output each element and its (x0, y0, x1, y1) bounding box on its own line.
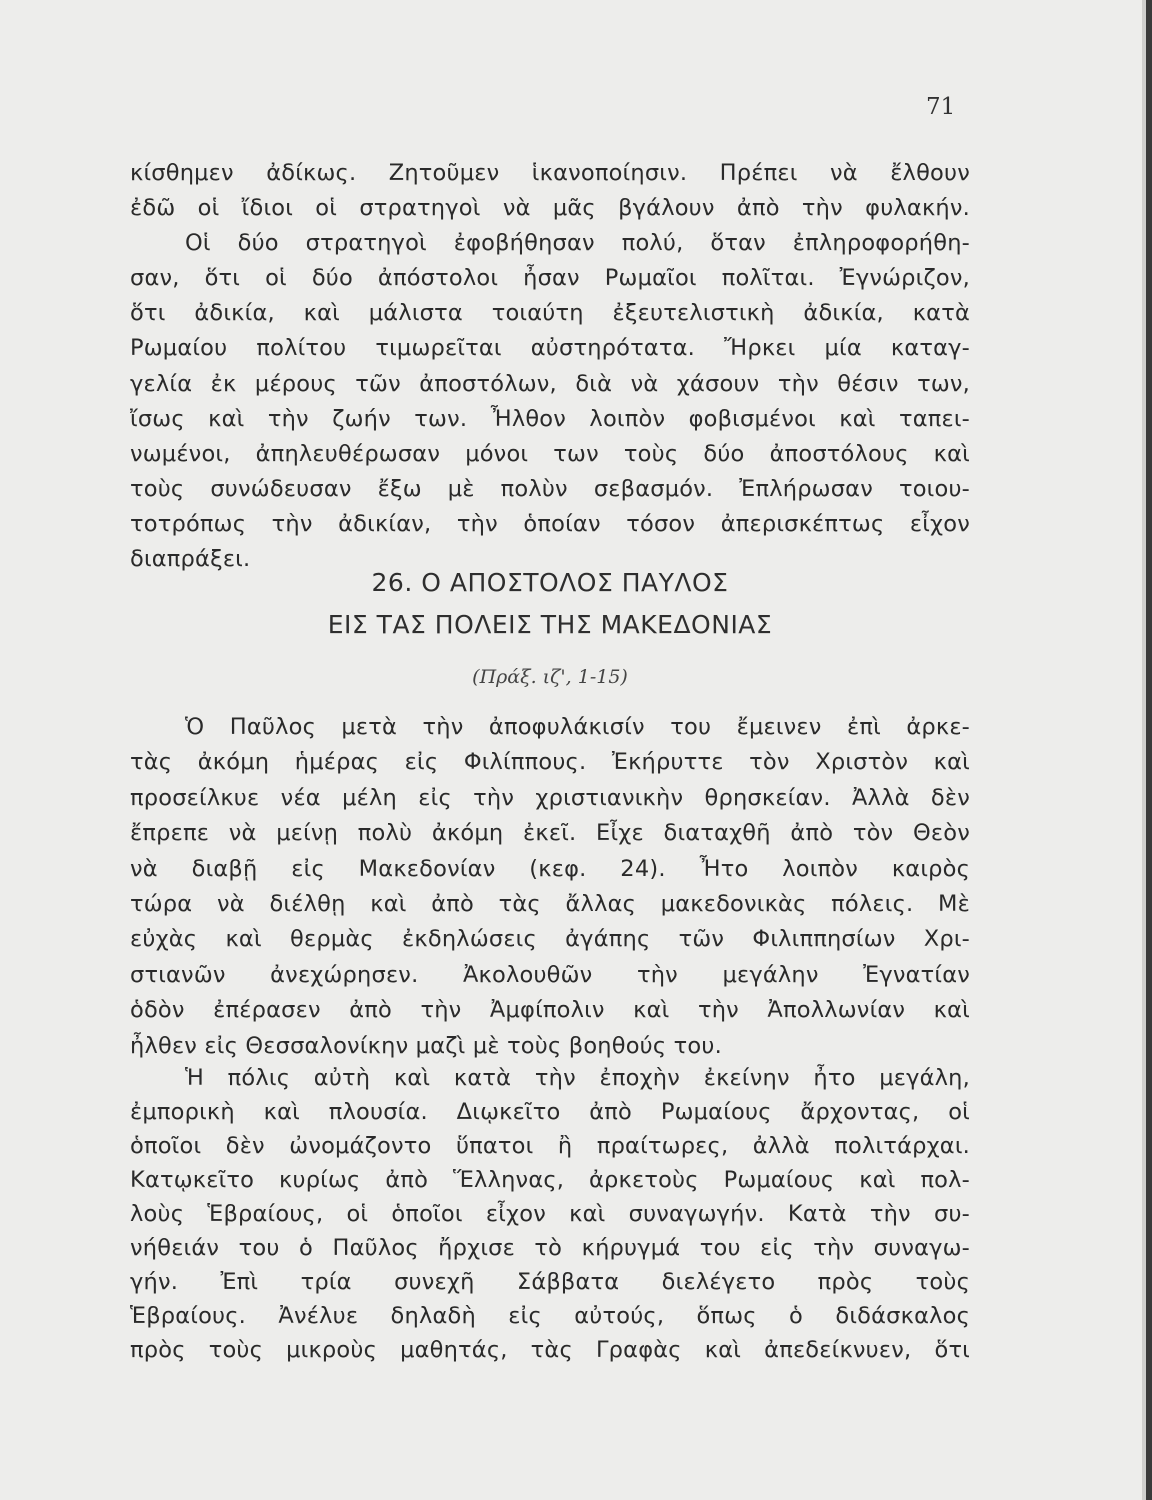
chapter-citation: (Πράξ. ιζ', 1-15) (472, 666, 628, 688)
text-line: ἦλθεν εἰς Θεσσαλονίκην μαζὶ μὲ τοὺς βοηθούς του. (130, 1032, 722, 1059)
text-line: κίσθημεν ἀδίκως. Ζητοῦμεν ἱκανοποίησιν. Πρέπει νὰ ἔλθουν (130, 160, 970, 186)
text-line: ἔπρεπε νὰ μείνῃ πολὺ ἀκόμη ἐκεῖ. Εἶχε διαταχθῆ ἀπὸ τὸν Θεὸν (130, 820, 970, 847)
text-line: Ὁ Παῦλος μετὰ τὴν ἀποφυλάκισίν του ἔμεινεν ἐπὶ ἀρκε- (185, 714, 970, 740)
text-line: τὰς ἀκόμη ἡμέρας εἰς Φιλίππους. Ἐκήρυττε τὸν Χριστὸν καὶ (130, 749, 970, 776)
text-line: στιανῶν ἀνεχώρησεν. Ἀκολουθῶν τὴν μεγάλην Ἐγνατίαν (130, 961, 970, 988)
text-line: νήθειάν του ὁ Παῦλος ἤρχισε τὸ κήρυγμά του εἰς τὴν συναγω- (130, 1235, 970, 1261)
text-line: ὅτι ἀδικία, καὶ μάλιστα τοιαύτη ἐξευτελιστικὴ ἀδικία, κατὰ (130, 300, 970, 327)
text-line: γελία ἐκ μέρους τῶν ἀποστόλων, διὰ νὰ χάσουν τὴν θέσιν των, (130, 370, 970, 397)
page-number: 71 (926, 94, 956, 120)
text-line: νωμένοι, ἀπηλευθέρωσαν μόνοι των τοὺς δύο ἀποστόλους καὶ (130, 440, 970, 467)
text-line: Οἱ δύο στρατηγοὶ ἐφοβήθησαν πολύ, ὅταν ἐπληροφορήθη- (185, 230, 970, 257)
paragraph-thessaloniki (130, 1061, 970, 1367)
text-line: ἐδῶ οἱ ἴδιοι οἱ στρατηγοὶ νὰ μᾶς βγάλουν ἀπὸ τὴν φυλακήν. (130, 195, 970, 222)
text-line: γήν. Ἐπὶ τρία συνεχῆ Σάββατα διελέγετο πρὸς τοὺς (130, 1269, 970, 1295)
body-text-top (130, 156, 970, 577)
text-line: ἴσως καὶ τὴν ζωήν των. Ἦλθον λοιπὸν φοβισμένοι καὶ ταπει- (130, 405, 970, 432)
text-line: Ἡ πόλις αὐτὴ καὶ κατὰ τὴν ἐποχὴν ἐκείνην ἦτο μεγάλη, (185, 1065, 970, 1091)
text-line: τοτρόπως τὴν ἀδικίαν, τὴν ὁποίαν τόσον ἀπερισκέπτως εἶχον (130, 510, 970, 537)
text-line: Κατῳκεῖτο κυρίως ἀπὸ Ἕλληνας, ἀρκετοὺς Ρωμαίους καὶ πολ- (130, 1167, 970, 1193)
paragraph-paul-leaves-philippi (130, 710, 970, 1064)
text-line: πρὸς τοὺς μικροὺς μαθητάς, τὰς Γραφὰς καὶ ἀπεδείκνυεν, ὅτι (130, 1337, 970, 1363)
text-line: ὁδὸν ἐπέρασεν ἀπὸ τὴν Ἀμφίπολιν καὶ τὴν Ἀπολλωνίαν καὶ (130, 997, 970, 1024)
text-line: νὰ διαβῇ εἰς Μακεδονίαν (κεφ. 24). Ἦτο λοιπὸν καιρὸς (130, 855, 970, 882)
text-line: λοὺς Ἑβραίους, οἱ ὁποῖοι εἶχον καὶ συναγωγήν. Κατὰ τὴν συ- (130, 1201, 970, 1227)
text-line: σαν, ὅτι οἱ δύο ἀπόστολοι ἦσαν Ρωμαῖοι πολῖται. Ἐγνώριζον, (130, 265, 970, 292)
text-line: διαπράξει. (130, 546, 251, 573)
chapter-title-line-1: 26. Ο ΑΠΟΣΤΟΛΟΣ ΠΑΥΛΟΣ (371, 568, 729, 597)
text-line: εὐχὰς καὶ θερμὰς ἐκδηλώσεις ἀγάπης τῶν Φιλιππησίων Χρι- (130, 926, 970, 953)
page-edge (1146, 0, 1152, 1500)
chapter-title-line-2: ΕΙΣ ΤΑΣ ΠΟΛΕΙΣ ΤΗΣ ΜΑΚΕΔΟΝΙΑΣ (327, 610, 773, 639)
text-line: Ἑβραίους. Ἀνέλυε δηλαδὴ εἰς αὐτούς, ὅπως ὁ διδάσκαλος (130, 1303, 970, 1329)
text-line: Ρωμαίου πολίτου τιμωρεῖται αὐστηρότατα. Ἤρκει μία καταγ- (130, 335, 970, 362)
text-line: τοὺς συνώδευσαν ἔξω μὲ πολὺν σεβασμόν. Ἐπλήρωσαν τοιου- (130, 475, 970, 502)
text-line: ἐμπορικὴ καὶ πλουσία. Διῳκεῖτο ἀπὸ Ρωμαίους ἄρχοντας, οἱ (130, 1099, 970, 1125)
text-line: τώρα νὰ διέλθῃ καὶ ἀπὸ τὰς ἄλλας μακεδονικὰς πόλεις. Μὲ (130, 891, 970, 918)
text-line: προσείλκυε νέα μέλη εἰς τὴν χριστιανικὴν θρησκείαν. Ἀλλὰ δὲν (130, 784, 970, 811)
text-line: ὁποῖοι δὲν ὠνομάζοντο ὕπατοι ἢ πραίτωρες, ἀλλὰ πολιτάρχαι. (130, 1133, 970, 1159)
